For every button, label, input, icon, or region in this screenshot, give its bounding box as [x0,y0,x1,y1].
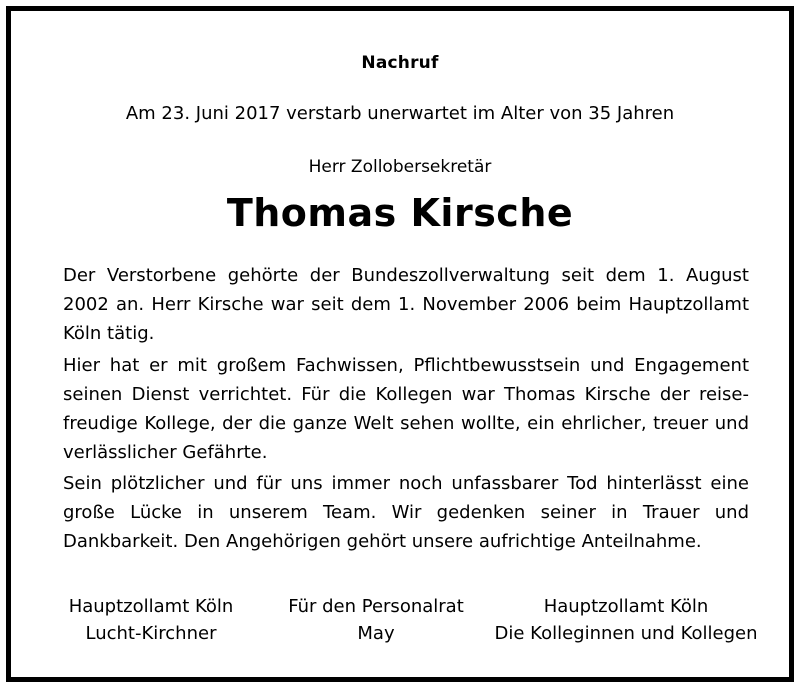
signature-block-council [266,593,486,647]
deceased-rank: Herr Zollobersekretär [308,157,492,177]
notice-intro: Am 23. Juni 2017 verstarb unerwartet im Alter von 35 Jahren [125,103,675,124]
paragraph-condolence: Sein plötzlicher und für uns immer noch unfassbarer Tod hinterlässt eine große Lücke in unserem Team. Wir gedenken seiner in Trauer und Dankbarkeit. Den Angehörigen gehört unsere aufrichtige Anteilnahme. [63,473,749,552]
notice-heading: Nachruf [361,53,439,73]
paragraph-tribute: Hier hat er mit großem Fachwissen, Pflichtbewusstsein und Engagement seinen Dienst verrichtet. Für die Kollegen war Thomas Kirsche der reisefreudige Kollege, der die ganze Welt sehen wollte, ein ehrlicher, treuer und verlässlicher Gefährte. [63,355,749,463]
obituary-frame [6,6,794,682]
signature-colleagues-line1: Hauptzollamt Köln [543,596,709,617]
signature-colleagues-line2: Die Kolleginnen und Kollegen [494,623,758,644]
signature-block-office [51,593,251,647]
signature-council-line2: May [357,623,395,644]
signature-office-line2: Lucht-Kirchner [85,623,217,644]
signature-office-line1: Hauptzollamt Köln [68,596,234,617]
paragraph-career: Der Verstorbene gehörte der Bundeszollverwaltung seit dem 1. August 2002 an. Herr Kirsche war seit dem 1. November 2006 beim Hauptzollamt Köln tätig. [63,265,749,344]
deceased-name: Thomas Kirsche [226,191,574,235]
signature-council-line1: Für den Personalrat [288,596,464,617]
signature-block-colleagues [481,593,771,647]
